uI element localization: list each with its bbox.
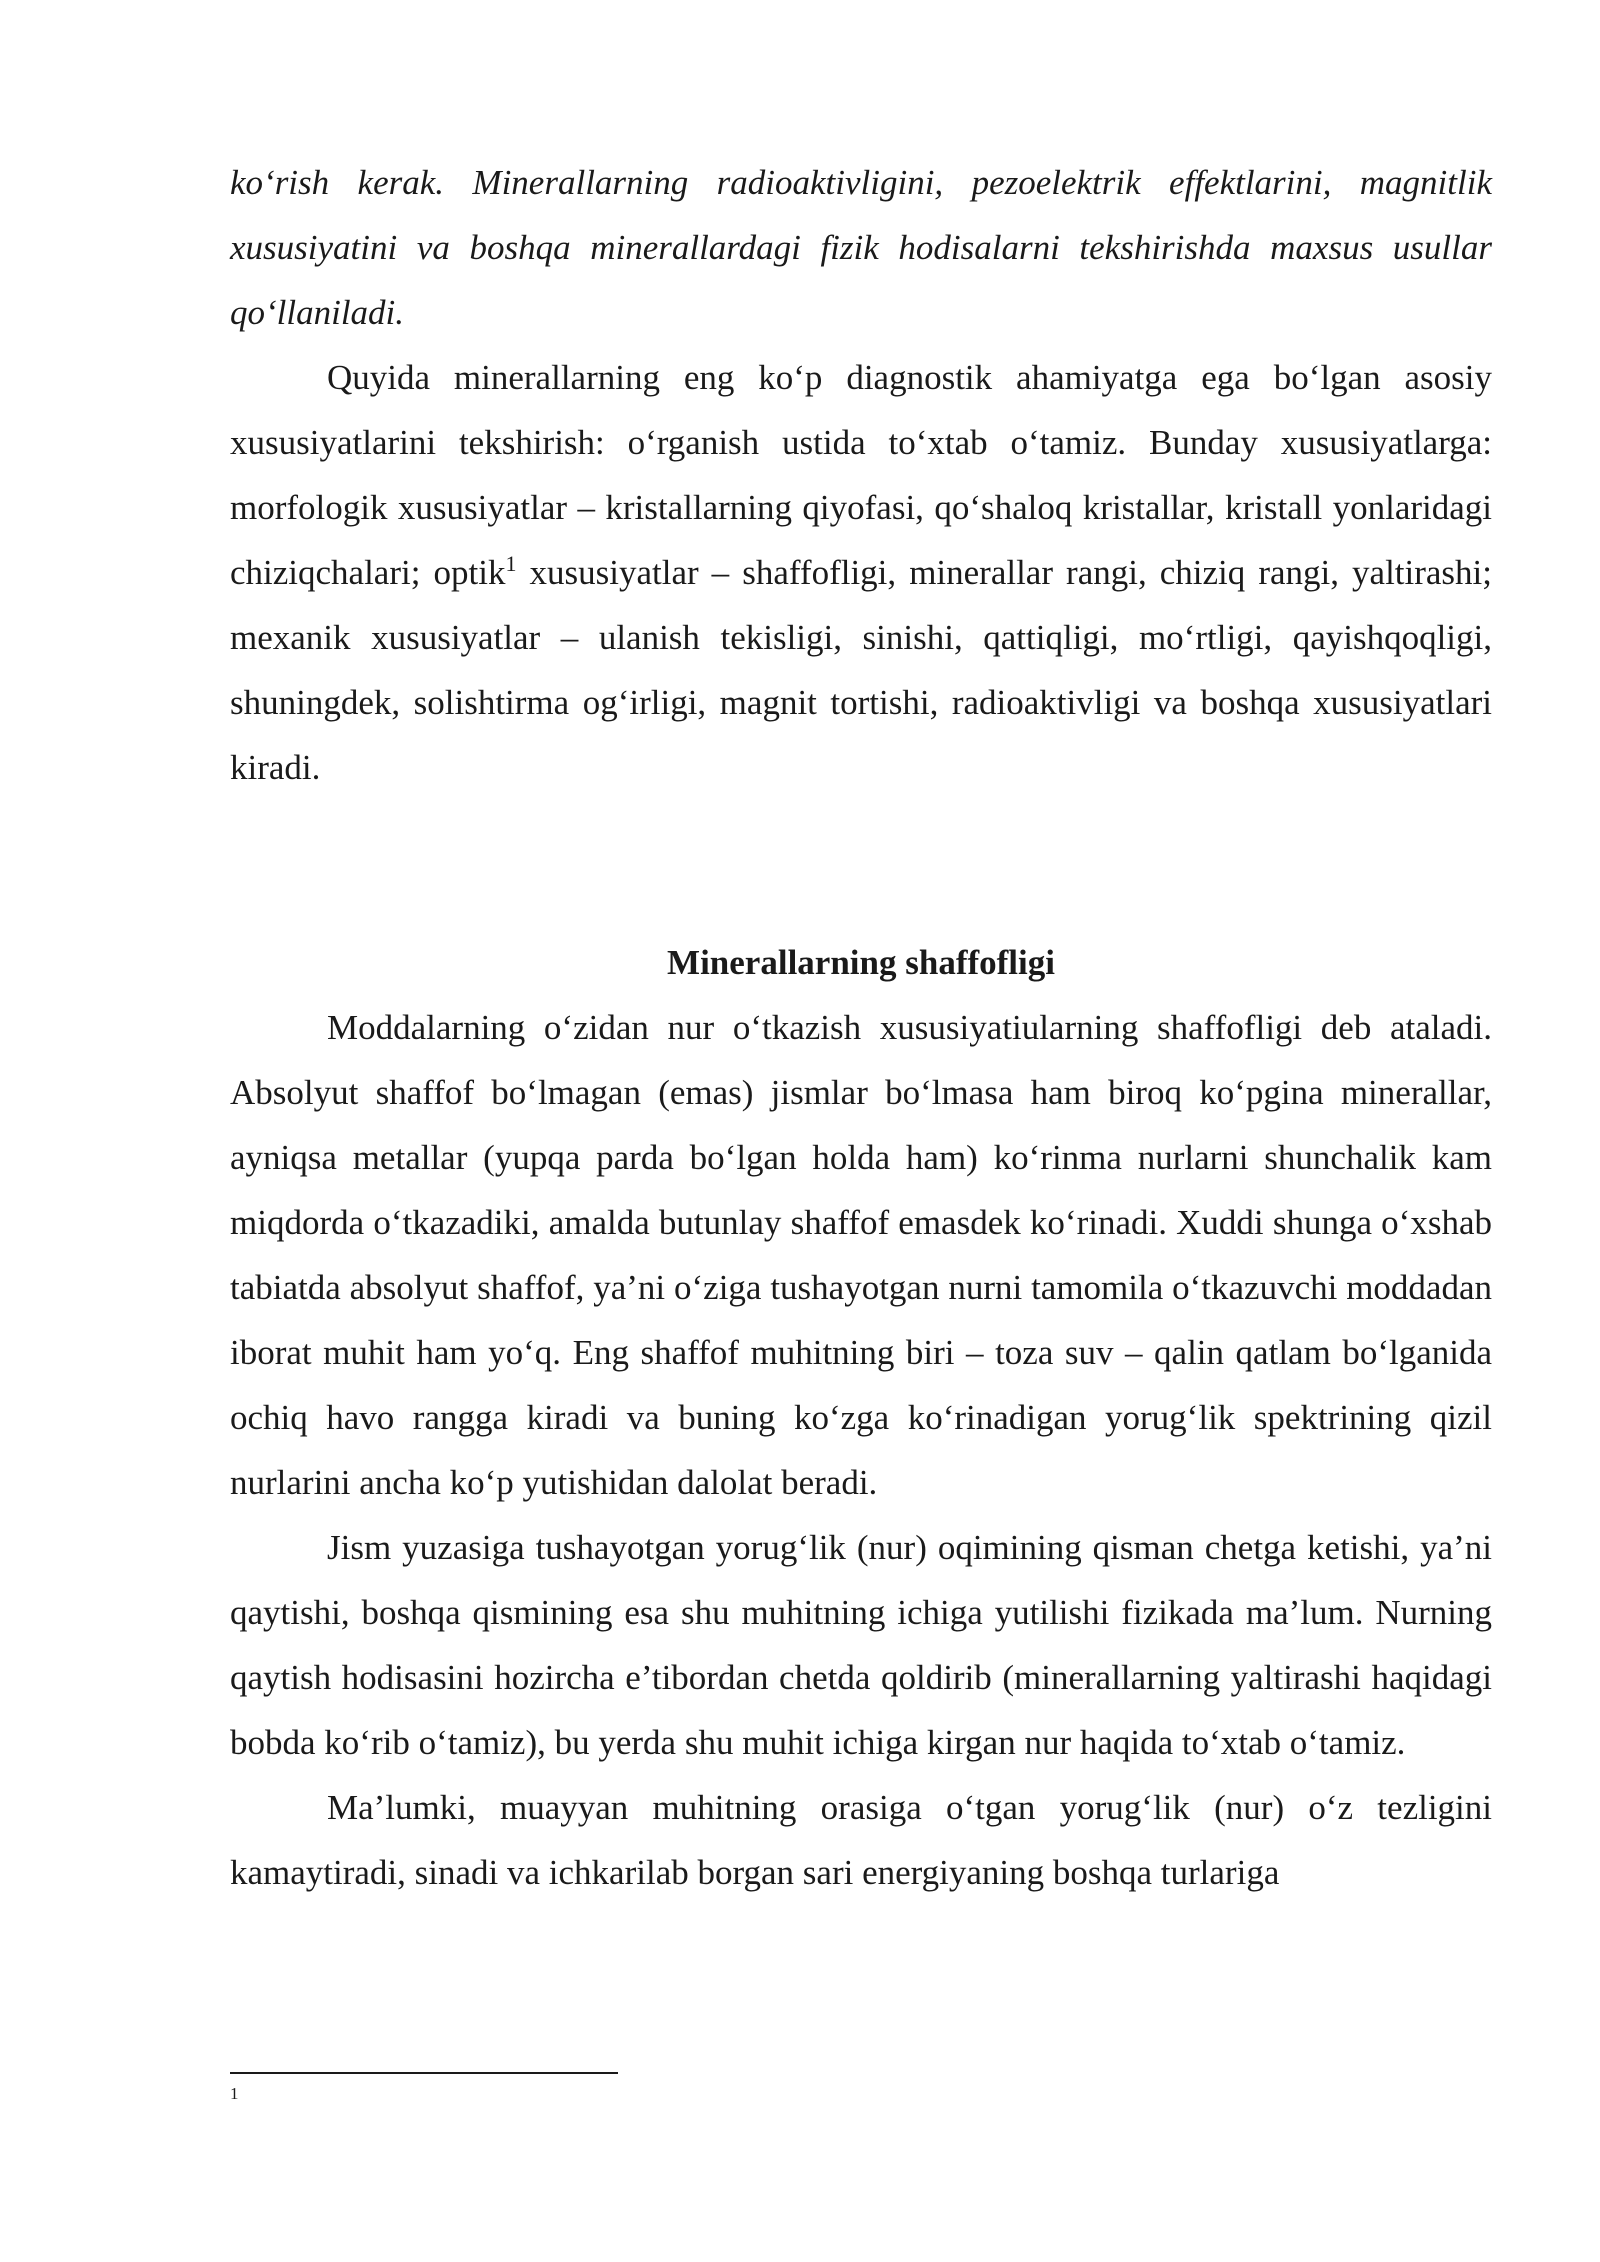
footnote-separator: [230, 2072, 618, 2074]
paragraph-properties: [230, 345, 1492, 800]
paragraph-properties-text-a: Quyida minerallarning eng ko‘p diagnostik ahamiyatga ega bo‘lgan asosiy xususiyatlarini tekshirish: o‘rganish ustida to‘xtab o‘tamiz. Bunday xususiyatlarga: morfologik xususiyatlar – kristallarning qiyofasi, qo‘shaloq kristallar, kristall yonlaridagi chiziqchalari; optik: [230, 358, 1492, 592]
footnote-number: 1: [230, 2084, 239, 2103]
paragraph-refraction: Ma’lumki, muayyan muhitning orasiga o‘tgan yorug‘lik (nur) o‘z tezligini kamaytiradi, sinadi va ichkarilab borgan sari energiyaning boshqa turlariga: [230, 1788, 1492, 1892]
document-body: [230, 150, 1492, 1905]
paragraph-transparency: Moddalarning o‘zidan nur o‘tkazish xususiyatiularning shaffofligi deb ataladi. Absolyut shaffof bo‘lmagan (emas) jismlar bo‘lmasa ham biroq ko‘pgina minerallar, ayniqsa metallar (yupqa parda bo‘lgan holda ham) ko‘rinma nurlarni shunchalik kam miqdorda o‘tkazadiki, amalda butunlay shaffof emasdek ko‘rinadi. Xuddi shunga o‘xshab tabiatda absolyut shaffof, ya’ni o‘ziga tushayotgan nurni tamomila o‘tkazuvchi moddadan iborat muhit ham yo‘q. Eng shaffof muhitning biri – toza suv – qalin qatlam bo‘lganida ochiq havo rangga kiradi va buning ko‘zga ko‘rinadigan yorug‘lik spektrining qizil nurlarini ancha ko‘p yutishidan dalolat beradi.: [230, 1008, 1492, 1502]
paragraph-properties-text-b: xususiyatlar – shaffofligi, minerallar rangi, chiziq rangi, yaltirashi; mexanik xususiyatlar – ulanish tekisligi, sinishi, qattiqligi, mo‘rtligi, qayishqoqligi, shuningdek, solishtirma og‘irligi, magnit tortishi, radioaktivligi va boshqa xususiyatlari kiradi.: [230, 553, 1492, 787]
footnote-reference[interactable]: 1: [505, 551, 517, 576]
section-heading: Minerallarning shaffofligi: [667, 943, 1055, 982]
paragraph-reflection: Jism yuzasiga tushayotgan yorug‘lik (nur) oqimining qisman chetga ketishi, ya’ni qaytishi, boshqa qismining esa shu muhitning ichiga yutilishi fizikada ma’lum. Nurning qaytish hodisasini hozircha e’tibordan chetda qoldirib (minerallarning yaltirashi haqidagi bobda ko‘rib o‘tamiz), bu yerda shu muhit ichiga kirgan nur haqida to‘xtab o‘tamiz.: [230, 1528, 1492, 1762]
section-spacer: [230, 800, 1492, 930]
paragraph-intro: ko‘rish kerak. Minerallarning radioaktivligini, pezoelektrik effektlarini, magnitlik xususiyatini va boshqa minerallardagi fizik hodisalarni tekshirishda maxsus usullar qo‘llaniladi.: [230, 163, 1492, 332]
